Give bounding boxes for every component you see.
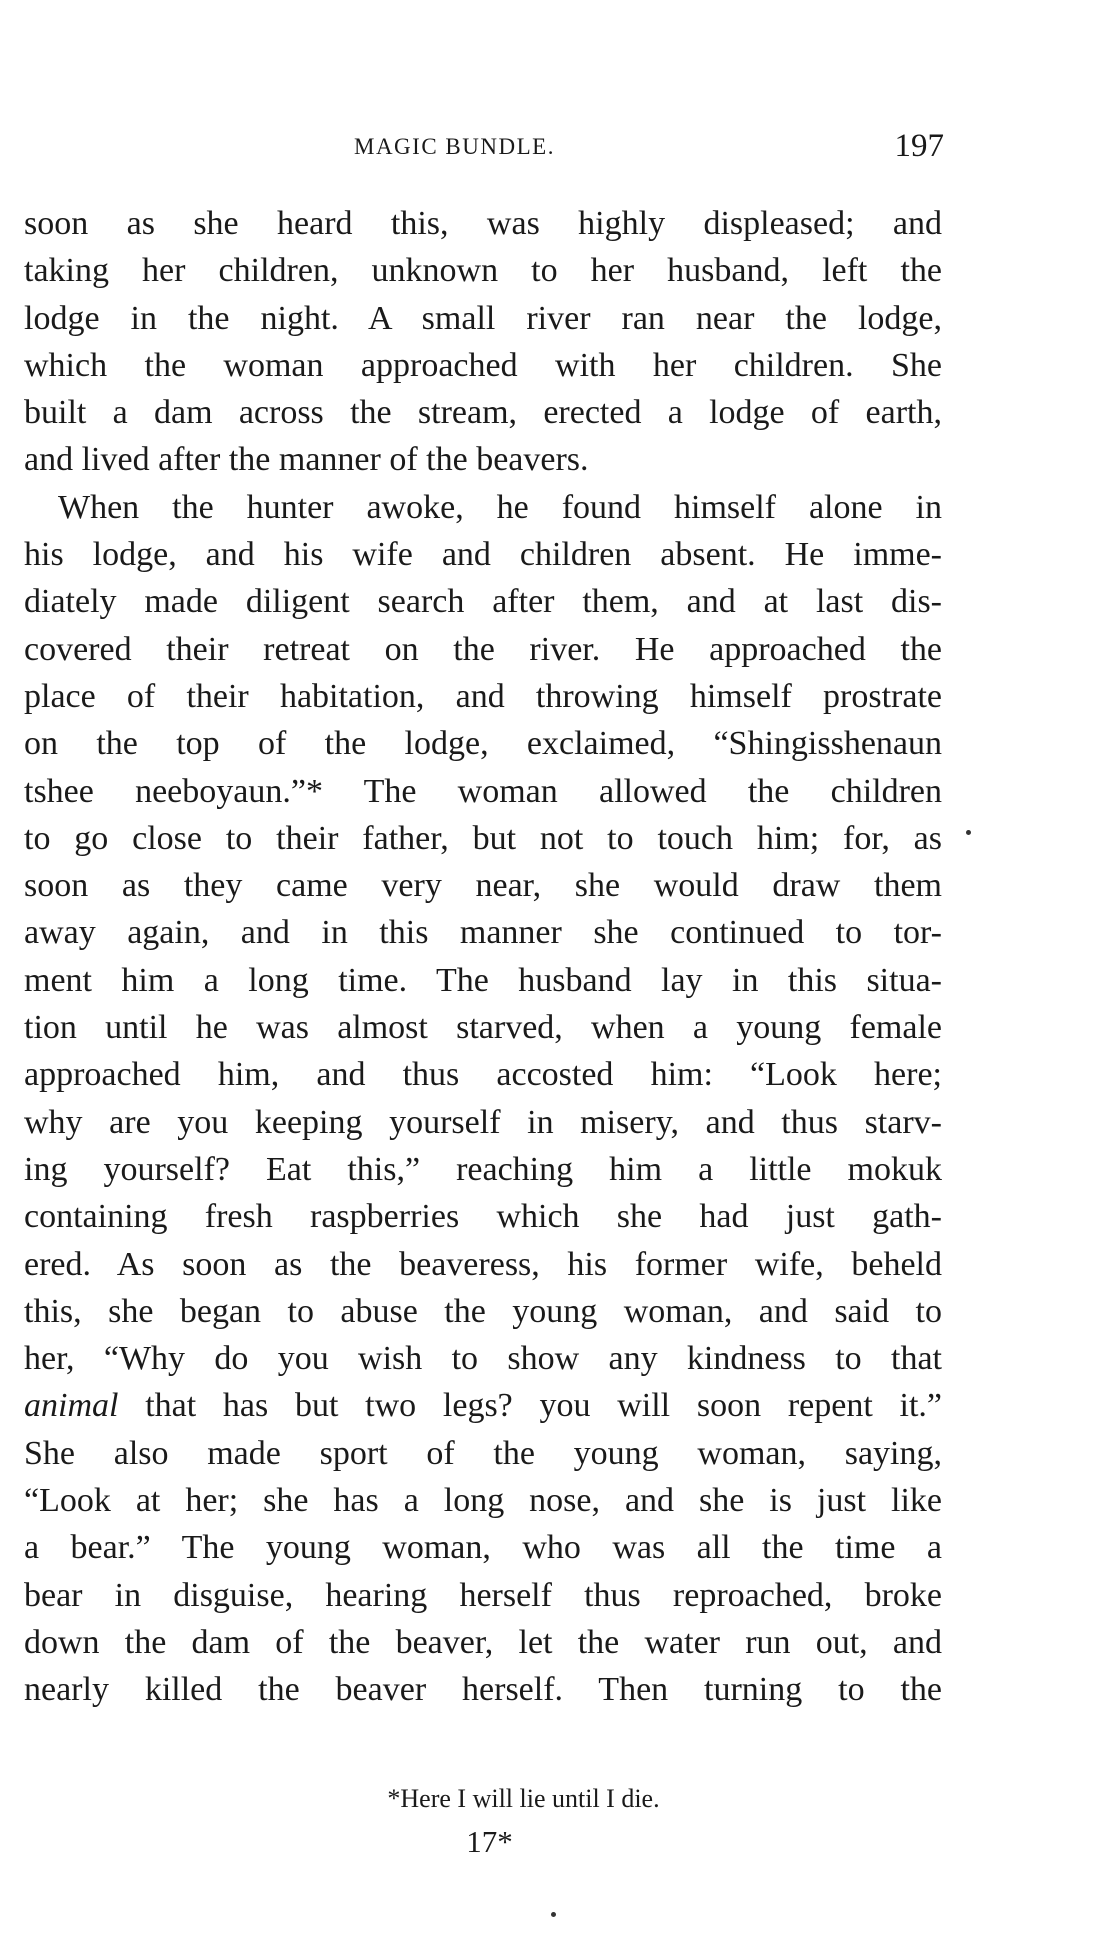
running-head — [24, 128, 944, 168]
footnote-text: *Here I will lie until I die. — [387, 1784, 660, 1813]
page-number: 197 — [894, 128, 944, 164]
text-line: ment him a long time. The husband lay in this situa- — [24, 961, 942, 999]
text-line: diately made diligent search after them, and at last dis- — [24, 583, 942, 621]
printing-speck — [966, 830, 971, 835]
text-line: bear in disguise, hearing herself thus reproached, broke — [24, 1576, 942, 1614]
text-line: a bear.” The young woman, who was all the time a — [24, 1529, 942, 1567]
running-title: MAGIC BUNDLE. — [354, 134, 555, 159]
signature-mark-text: 17* — [466, 1824, 513, 1859]
text-line: ing yourself? Eat this,” reaching him a little mokuk — [24, 1150, 942, 1188]
text-line: containing fresh raspberries which she had just gath- — [24, 1198, 942, 1236]
text-line: tshee neeboyaun.”* The woman allowed the children — [24, 772, 942, 810]
text-line: soon as she heard this, was highly displeased; and — [24, 205, 942, 242]
text-line-with-italic — [24, 1382, 942, 1429]
text-line: tion until he was almost starved, when a young female — [24, 1009, 942, 1047]
body-text — [24, 200, 942, 1714]
text-line: She also made sport of the young woman, saying, — [24, 1434, 942, 1472]
text-line: “Look at her; she has a long nose, and she is just like — [24, 1482, 942, 1520]
text-line: and lived after the manner of the beavers. — [24, 441, 589, 479]
text-line: on the top of the lodge, exclaimed, “Shingisshenaun — [24, 725, 942, 763]
text-line: his lodge, and his wife and children absent. He imme- — [24, 536, 942, 574]
text-line: ered. As soon as the beaveress, his former wife, beheld — [24, 1245, 942, 1283]
text-line: away again, and in this manner she continued to tor- — [24, 914, 942, 952]
text-line: taking her children, unknown to her husband, left the — [24, 252, 942, 290]
italic-word: animal — [24, 1387, 119, 1425]
text-line: this, she began to abuse the young woman, and said to — [24, 1292, 942, 1330]
footnote — [0, 1784, 1097, 1814]
text-line: soon as they came very near, she would draw them — [24, 867, 942, 905]
signature-mark — [0, 1824, 1097, 1860]
text-line: which the woman approached with her children. She — [24, 346, 942, 384]
text-line: built a dam across the stream, erected a lodge of earth, — [24, 394, 942, 432]
text-line: place of their habitation, and throwing himself prostrate — [24, 677, 942, 715]
printing-speck — [551, 1912, 556, 1917]
text-line: why are you keeping yourself in misery, and thus starv- — [24, 1103, 942, 1141]
text-line: nearly killed the beaver herself. Then turning to the — [24, 1671, 942, 1709]
text-line: covered their retreat on the river. He approached the — [24, 630, 942, 668]
text-line: her, “Why do you wish to show any kindness to that — [24, 1340, 942, 1378]
text-line: to go close to their father, but not to touch him; for, as — [24, 819, 942, 857]
text-line-rest: that has but two legs? you will soon repent it.” — [145, 1387, 942, 1425]
text-line: When the hunter awoke, he found himself alone in — [58, 488, 942, 526]
text-line: lodge in the night. A small river ran near the lodge, — [24, 299, 942, 337]
text-line: down the dam of the beaver, let the water run out, and — [24, 1623, 942, 1661]
text-line: approached him, and thus accosted him: “Look here; — [24, 1056, 942, 1094]
